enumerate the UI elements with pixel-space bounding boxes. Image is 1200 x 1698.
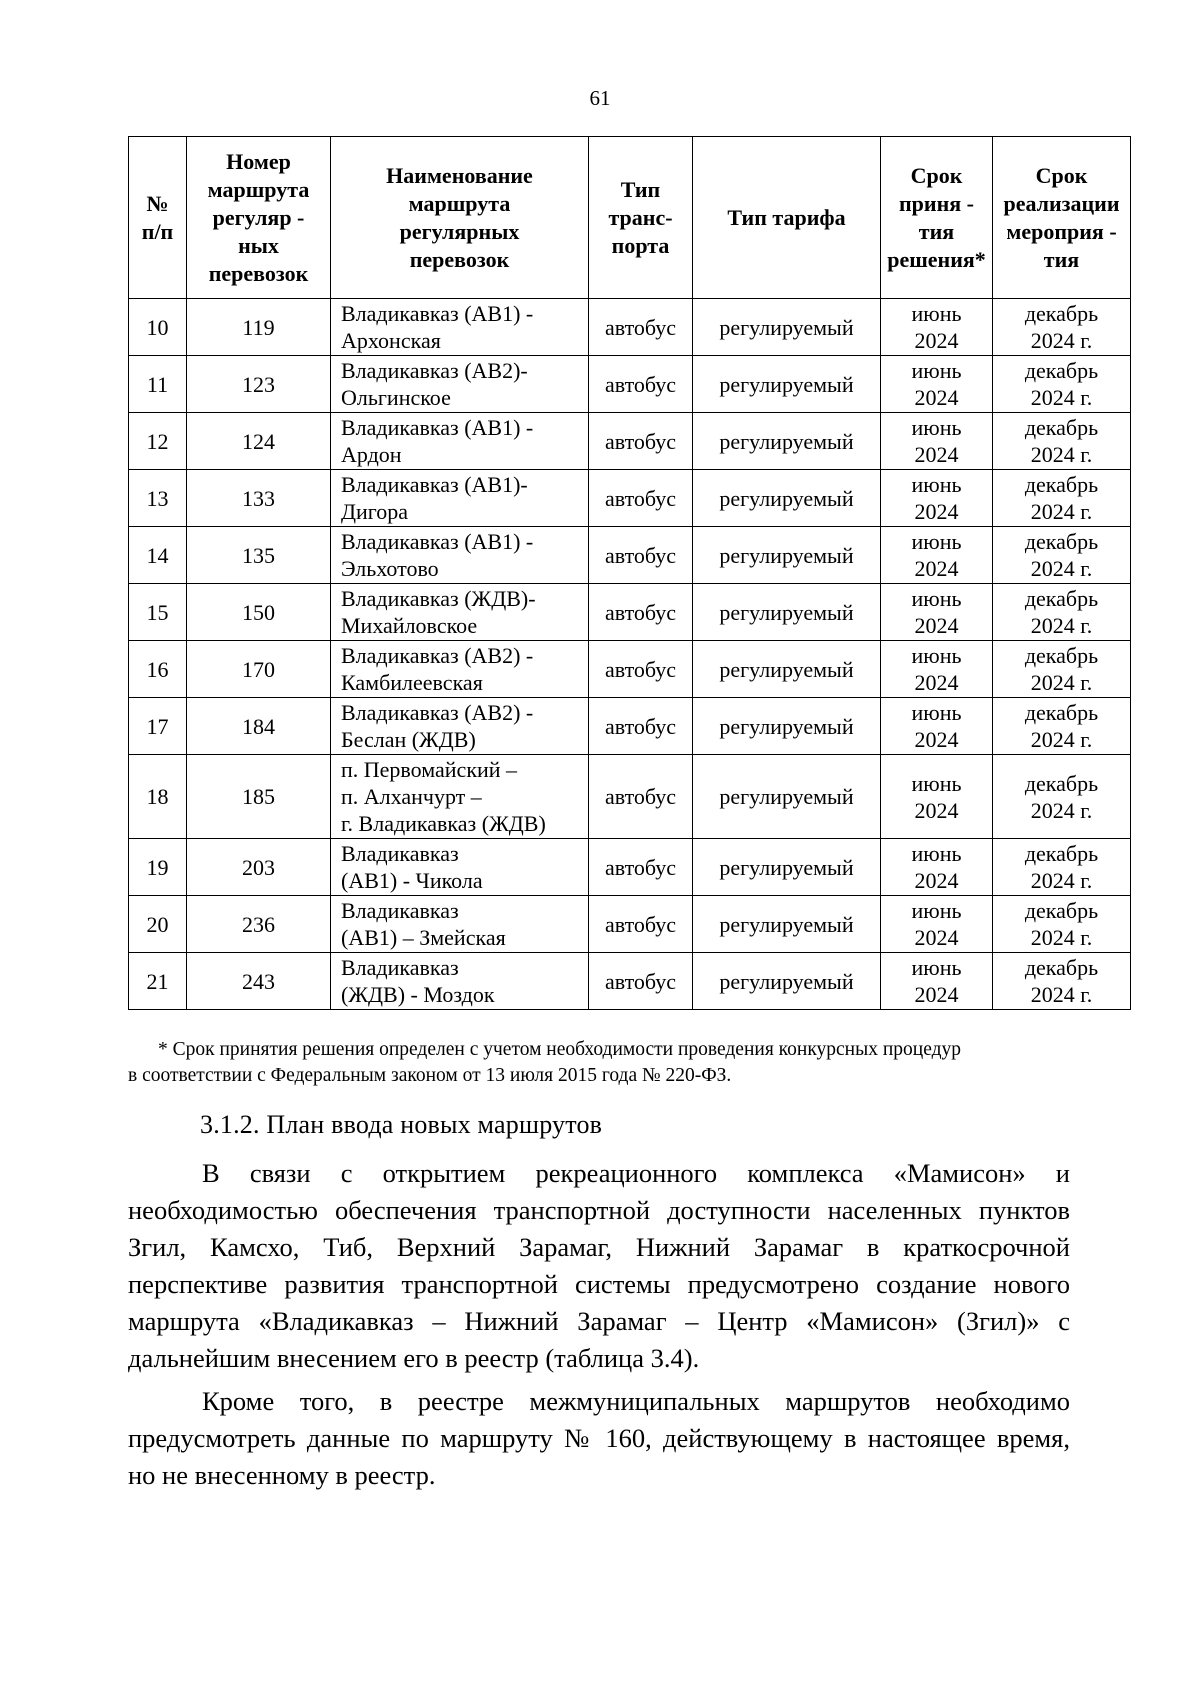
cell-decision <box>881 755 993 839</box>
cell-transport: автобус <box>589 641 693 698</box>
cell-name <box>331 896 589 953</box>
cell-line: декабрь <box>1024 898 1099 923</box>
header-col-route-name <box>331 137 589 299</box>
cell-line: Дигора <box>341 499 409 524</box>
header-line: мероприя - <box>1006 218 1117 244</box>
table-row <box>129 413 1131 470</box>
cell-decision <box>881 584 993 641</box>
cell-n: 21 <box>129 953 187 1010</box>
cell-decision <box>881 470 993 527</box>
cell-line: 2024 <box>914 442 959 467</box>
cell-route: 170 <box>187 641 331 698</box>
cell-realization <box>993 527 1131 584</box>
header-line: перевозок <box>409 246 510 272</box>
cell-decision <box>881 896 993 953</box>
header-line: п/п <box>141 218 174 244</box>
table-row <box>129 299 1131 356</box>
cell-line: 2024 г. <box>1030 442 1093 467</box>
cell-line: Владикавказ (АВ1) - <box>341 529 534 554</box>
cell-n: 19 <box>129 839 187 896</box>
cell-line: июнь <box>911 700 962 725</box>
header-col-number <box>129 137 187 299</box>
cell-decision <box>881 953 993 1010</box>
cell-n: 20 <box>129 896 187 953</box>
table-row <box>129 953 1131 1010</box>
cell-name <box>331 413 589 470</box>
table-row <box>129 839 1131 896</box>
cell-realization <box>993 470 1131 527</box>
cell-n: 12 <box>129 413 187 470</box>
cell-line: 2024 <box>914 868 959 893</box>
section-heading: 3.1.2. План ввода новых маршрутов <box>200 1110 603 1139</box>
cell-line: Беслан (ЖДВ) <box>341 727 476 752</box>
cell-tariff: регулируемый <box>693 527 881 584</box>
cell-name <box>331 953 589 1010</box>
cell-name <box>331 356 589 413</box>
cell-line: Камбилеевская <box>341 670 483 695</box>
header-line: Наименование <box>386 162 533 188</box>
cell-line: Ардон <box>341 442 402 467</box>
cell-line: 2024 г. <box>1030 925 1093 950</box>
header-line: Срок <box>910 162 963 188</box>
cell-line: Владикавказ <box>341 898 459 923</box>
cell-line: декабрь <box>1024 955 1099 980</box>
cell-line: 2024 <box>914 727 959 752</box>
cell-line: декабрь <box>1024 643 1099 668</box>
footnote-line: * Срок принятия решения определен с учетом необходимости проведения конкурсных процедур <box>158 1039 962 1060</box>
cell-line: декабрь <box>1024 301 1099 326</box>
cell-n: 13 <box>129 470 187 527</box>
cell-decision <box>881 356 993 413</box>
cell-line: Владикавказ <box>341 841 459 866</box>
cell-route: 236 <box>187 896 331 953</box>
header-col-decision-term <box>881 137 993 299</box>
cell-transport: автобус <box>589 413 693 470</box>
cell-realization <box>993 698 1131 755</box>
cell-name <box>331 839 589 896</box>
header-line: Тип <box>620 176 661 202</box>
cell-route: 119 <box>187 299 331 356</box>
cell-n: 15 <box>129 584 187 641</box>
cell-line: июнь <box>911 955 962 980</box>
table-row <box>129 470 1131 527</box>
header-line: тия <box>1043 246 1080 272</box>
cell-line: Владикавказ (АВ2)- <box>341 358 528 383</box>
cell-transport: автобус <box>589 299 693 356</box>
cell-route: 150 <box>187 584 331 641</box>
cell-line: декабрь <box>1024 841 1099 866</box>
cell-line: (АВ1) - Чикола <box>341 868 483 893</box>
header-col-realization-term <box>993 137 1131 299</box>
cell-line: Владикавказ (АВ1) - <box>341 301 534 326</box>
cell-n: 17 <box>129 698 187 755</box>
cell-name <box>331 470 589 527</box>
cell-line: июнь <box>911 643 962 668</box>
cell-realization <box>993 755 1131 839</box>
cell-transport: автобус <box>589 755 693 839</box>
cell-line: 2024 <box>914 385 959 410</box>
cell-line: 2024 г. <box>1030 328 1093 353</box>
cell-line: 2024 г. <box>1030 613 1093 638</box>
header-line: маршрута <box>207 176 310 202</box>
header-line: № <box>146 190 169 216</box>
header-line: Номер <box>226 148 291 174</box>
cell-line: Михайловское <box>341 613 478 638</box>
cell-tariff: регулируемый <box>693 953 881 1010</box>
cell-line: Владикавказ (АВ1) - <box>341 415 534 440</box>
header-line: Тип тарифа <box>727 204 846 230</box>
cell-line: декабрь <box>1024 529 1099 554</box>
paragraph-line: необходимостью обеспечения транспортной доступности населенных пунктов <box>128 1195 1070 1225</box>
cell-line: декабрь <box>1024 770 1099 796</box>
cell-line: Владикавказ (АВ1)- <box>341 472 528 497</box>
cell-line: июнь <box>911 472 962 497</box>
cell-line: 2024 г. <box>1030 727 1093 752</box>
cell-route: 124 <box>187 413 331 470</box>
cell-line: июнь <box>911 770 962 796</box>
page-number: 61 <box>589 86 611 110</box>
cell-line: Ольгинское <box>341 385 451 410</box>
cell-tariff: регулируемый <box>693 356 881 413</box>
cell-transport: автобус <box>589 953 693 1010</box>
cell-line: 2024 <box>914 499 959 524</box>
cell-line: Владикавказ (ЖДВ)- <box>341 586 536 611</box>
cell-line: июнь <box>911 358 962 383</box>
cell-name <box>331 299 589 356</box>
cell-transport: автобус <box>589 584 693 641</box>
cell-name <box>331 527 589 584</box>
paragraph-line: Згил, Камсхо, Тиб, Верхний Зарамаг, Нижний Зарамаг в краткосрочной <box>128 1232 1070 1262</box>
paragraph-line: но не внесенному в реестр. <box>128 1460 436 1490</box>
header-line: регулярных <box>399 218 520 244</box>
cell-decision <box>881 839 993 896</box>
cell-transport: автобус <box>589 896 693 953</box>
cell-route: 133 <box>187 470 331 527</box>
header-col-tariff-type <box>693 137 881 299</box>
cell-tariff: регулируемый <box>693 470 881 527</box>
cell-line: 2024 <box>914 925 959 950</box>
cell-line: 2024 г. <box>1030 670 1093 695</box>
cell-n: 16 <box>129 641 187 698</box>
cell-realization <box>993 413 1131 470</box>
cell-line: 2024 г. <box>1030 868 1093 893</box>
header-line: решения* <box>887 246 986 272</box>
cell-decision <box>881 698 993 755</box>
cell-line: 2024 <box>914 982 959 1007</box>
cell-line: декабрь <box>1024 358 1099 383</box>
cell-line: 2024 г. <box>1030 982 1093 1007</box>
cell-line: июнь <box>911 415 962 440</box>
cell-line: декабрь <box>1024 700 1099 725</box>
cell-line: Архонская <box>341 328 441 353</box>
table-body <box>129 299 1131 1010</box>
paragraph-line: маршрута «Владикавказ – Нижний Зарамаг – Центр «Мамисон» (Згил)» с <box>128 1306 1070 1336</box>
table-row <box>129 356 1131 413</box>
cell-line: п. Алханчурт – <box>341 784 482 809</box>
paragraph-line: В связи с открытием рекреационного комплекса «Мамисон» и <box>202 1158 1070 1188</box>
cell-realization <box>993 356 1131 413</box>
cell-decision <box>881 527 993 584</box>
cell-line: 2024 <box>914 328 959 353</box>
table-row <box>129 896 1131 953</box>
cell-line: Эльхотово <box>341 556 439 581</box>
cell-line: июнь <box>911 841 962 866</box>
cell-name <box>331 755 589 839</box>
cell-line: июнь <box>911 586 962 611</box>
cell-tariff: регулируемый <box>693 299 881 356</box>
cell-realization <box>993 953 1131 1010</box>
table-row <box>129 755 1131 839</box>
cell-n: 10 <box>129 299 187 356</box>
cell-transport: автобус <box>589 356 693 413</box>
cell-line: Владикавказ <box>341 955 459 980</box>
cell-n: 14 <box>129 527 187 584</box>
cell-decision <box>881 641 993 698</box>
paragraph-line: перспективе развития транспортной системы предусмотрено создание нового <box>128 1269 1070 1299</box>
cell-realization <box>993 584 1131 641</box>
cell-tariff: регулируемый <box>693 584 881 641</box>
table-row <box>129 641 1131 698</box>
cell-decision <box>881 299 993 356</box>
cell-line: июнь <box>911 898 962 923</box>
footnote-line: в соответствии с Федеральным законом от 13 июля 2015 года № 220-ФЗ. <box>128 1065 732 1086</box>
table-header-row <box>129 137 1131 299</box>
table-row <box>129 698 1131 755</box>
header-line: реализации <box>1003 190 1120 216</box>
cell-line: декабрь <box>1024 415 1099 440</box>
header-col-route-number <box>187 137 331 299</box>
cell-tariff: регулируемый <box>693 698 881 755</box>
cell-route: 123 <box>187 356 331 413</box>
paragraph-new-route <box>128 1155 1070 1377</box>
cell-n: 11 <box>129 356 187 413</box>
cell-tariff: регулируемый <box>693 755 881 839</box>
routes-table <box>128 136 1131 1010</box>
header-line: Срок <box>1035 162 1088 188</box>
paragraph-line: предусмотреть данные по маршруту № 160, действующему в настоящее время, <box>128 1423 1070 1453</box>
cell-line: июнь <box>911 301 962 326</box>
cell-route: 184 <box>187 698 331 755</box>
header-col-transport-type <box>589 137 693 299</box>
cell-tariff: регулируемый <box>693 839 881 896</box>
cell-route: 135 <box>187 527 331 584</box>
header-line: перевозок <box>208 260 309 286</box>
cell-transport: автобус <box>589 470 693 527</box>
cell-line: декабрь <box>1024 586 1099 611</box>
header-line: маршрута <box>408 190 511 216</box>
cell-n: 18 <box>129 755 187 839</box>
cell-tariff: регулируемый <box>693 413 881 470</box>
paragraph-route-160 <box>128 1383 1070 1494</box>
header-line: транс- <box>608 204 673 230</box>
cell-line: (ЖДВ) - Моздок <box>341 982 495 1007</box>
paragraph-line: Кроме того, в реестре межмуниципальных маршрутов необходимо <box>202 1386 1070 1416</box>
cell-line: 2024 г. <box>1030 499 1093 524</box>
cell-line: Владикавказ (АВ2) - <box>341 643 534 668</box>
cell-transport: автобус <box>589 527 693 584</box>
header-line: регуляр - <box>212 204 305 230</box>
table-row <box>129 527 1131 584</box>
cell-line: Владикавказ (АВ2) - <box>341 700 534 725</box>
cell-line: 2024 <box>914 670 959 695</box>
cell-realization <box>993 641 1131 698</box>
cell-line: г. Владикавказ (ЖДВ) <box>341 811 546 836</box>
cell-name <box>331 641 589 698</box>
footnote <box>128 1037 1130 1089</box>
cell-tariff: регулируемый <box>693 641 881 698</box>
cell-line: июнь <box>911 529 962 554</box>
cell-realization <box>993 896 1131 953</box>
cell-route: 203 <box>187 839 331 896</box>
cell-route: 185 <box>187 755 331 839</box>
paragraph-line: дальнейшим внесением его в реестр (таблица 3.4). <box>128 1343 700 1373</box>
cell-line: 2024 г. <box>1030 385 1093 410</box>
cell-name <box>331 584 589 641</box>
cell-name <box>331 698 589 755</box>
cell-line: 2024 <box>914 613 959 638</box>
cell-line: (АВ1) – Змейская <box>341 925 506 950</box>
table-row <box>129 584 1131 641</box>
header-line: тия <box>918 218 955 244</box>
cell-transport: автобус <box>589 839 693 896</box>
cell-realization <box>993 839 1131 896</box>
header-line: порта <box>611 232 670 258</box>
cell-line: 2024 г. <box>1030 797 1093 823</box>
cell-decision <box>881 413 993 470</box>
cell-route: 243 <box>187 953 331 1010</box>
cell-realization <box>993 299 1131 356</box>
cell-line: 2024 <box>914 556 959 581</box>
header-line: приня - <box>899 190 974 216</box>
header-line: ных <box>238 232 279 258</box>
cell-line: 2024 г. <box>1030 556 1093 581</box>
cell-transport: автобус <box>589 698 693 755</box>
cell-line: 2024 <box>914 797 959 823</box>
cell-line: декабрь <box>1024 472 1099 497</box>
cell-line: п. Первомайский – <box>341 757 518 782</box>
cell-tariff: регулируемый <box>693 896 881 953</box>
